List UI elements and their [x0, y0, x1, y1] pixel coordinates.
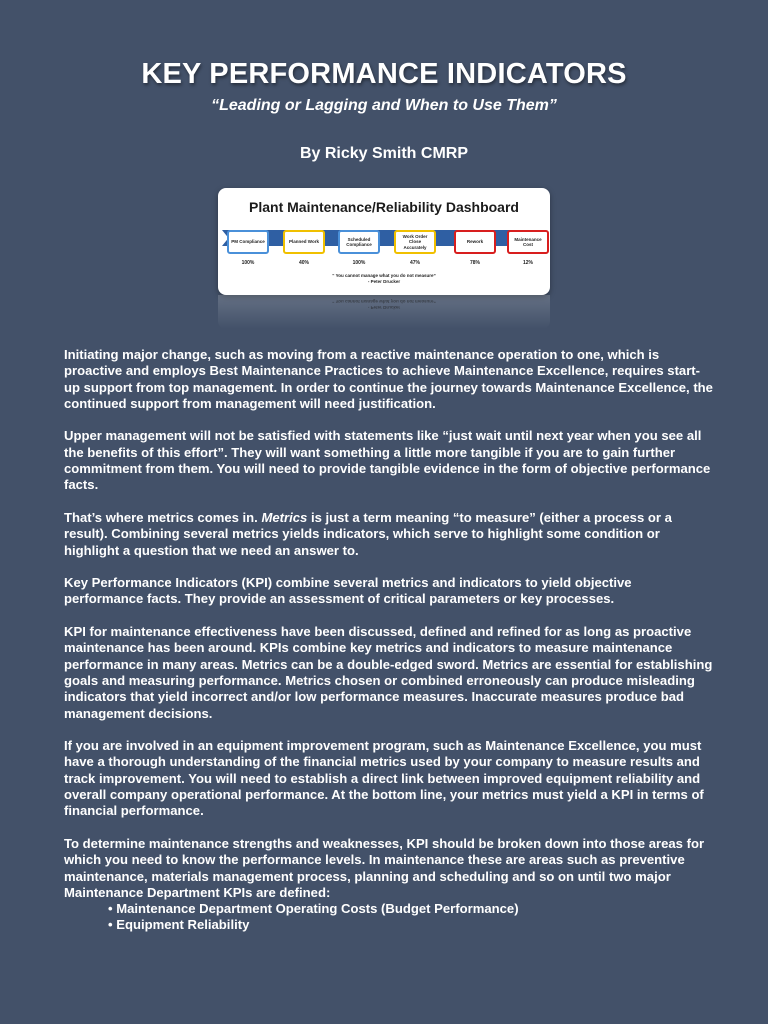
paragraph-metrics: [64, 510, 714, 559]
dashboard-title: Plant Maintenance/Reliability Dashboard: [249, 199, 519, 215]
stage-scheduled-compliance: Scheduled Compliance: [338, 230, 380, 254]
metrics-emphasis: Metrics: [261, 509, 308, 525]
stage-value: 47%: [409, 260, 420, 266]
author-byline: By Ricky Smith CMRP: [299, 145, 469, 162]
reflection-author: - Peter Drucker: [367, 305, 401, 310]
stage-value: 78%: [469, 260, 480, 266]
quote-text: “ You cannot manage what you do not measure”: [332, 273, 436, 278]
dashboard-quote: [218, 273, 550, 285]
paragraph: To determine maintenance strengths and weaknesses, KPI should be broken down into those areas for which you need to know the performance levels. In maintenance these are areas such as preventive maintenance, materials management process, planning and scheduling and so on until two major Maintenance Department KPIs are defined:: [64, 835, 705, 900]
metrics-after: is just a term meaning “to measure” (either a process or a result). Combining several metrics yields indicators, which serve to highlight some condition or highlight a question that we need an answer to.: [64, 509, 672, 558]
dashboard-arrow-band: [222, 230, 546, 246]
stage-planned-work: Planned Work: [283, 230, 325, 254]
dashboard-image: [218, 188, 550, 295]
document-subtitle: “Leading or Lagging and When to Use Them”: [211, 97, 557, 114]
reflection-quote: “ You cannot manage what you do not measure”: [332, 299, 436, 304]
stage-rework: Rework: [454, 230, 496, 254]
kpi-bullet-list: [64, 901, 714, 934]
quote-author: - Peter Drucker: [367, 279, 401, 284]
reflection-text: [218, 298, 550, 310]
stage-value: 100%: [352, 260, 366, 266]
paragraph: Key Performance Indicators (KPI) combine several metrics and indicators to yield objective performance facts. They provide an assessment of critical parameters or key processes.: [64, 575, 632, 607]
paragraph: If you are involved in an equipment improvement program, such as Maintenance Excellence, you must have a thorough understanding of the financial metrics used by your company to measure results and track improvement. You will need to establish a direct link between improved equipment reliability and overall company operational performance. At the bottom line, your metrics must yield a KPI in terms of financial performance.: [64, 738, 704, 819]
stage-value: 100%: [241, 260, 255, 266]
metrics-before: That’s where metrics comes in.: [64, 509, 262, 525]
stage-value: 40%: [298, 260, 309, 266]
bullet-item: • Equipment Reliability: [108, 917, 250, 933]
stage-pm-compliance: PM Compliance: [227, 230, 269, 254]
bullet-item: • Maintenance Department Operating Costs (Budget Performance): [108, 901, 519, 917]
stage-maintenance-cost: Maintenance Cost: [507, 230, 549, 254]
paragraph: KPI for maintenance effectiveness have been discussed, defined and refined for as long as proactive maintenance has been around. KPIs combine key metrics and indicators to measure maintenance performance in many areas. Metrics can be a double-edged sword. Metrics are essential for establishing goals and measuring performance. Metrics chosen or combined erroneously can produce misleading indicators that yield incorrect and/or low performance measures. Inaccurate measures produce bad management decisions.: [64, 624, 713, 721]
paragraph: Initiating major change, such as moving from a reactive maintenance operation to one, which is proactive and employs Best Maintenance Practices to achieve Maintenance Excellence, requires start-up support from top management. In order to continue the journey towards Maintenance Excellence, the continued support from management will need justification.: [64, 347, 713, 411]
article-body: [64, 347, 714, 934]
paragraph: Upper management will not be satisfied with statements like “just wait until next year when you see all the benefits of this effort”. They will want something a little more tangible if you are to gain further commitment from them. You will need to provide tangible evidence in the form of objective performance facts.: [64, 428, 711, 493]
dashboard-reflection: [218, 295, 550, 329]
stage-work-order-close: Work Order Close Accurately: [394, 230, 436, 254]
document-title: KEY PERFORMANCE INDICATORS: [141, 58, 627, 90]
stage-value: 12%: [522, 260, 533, 266]
